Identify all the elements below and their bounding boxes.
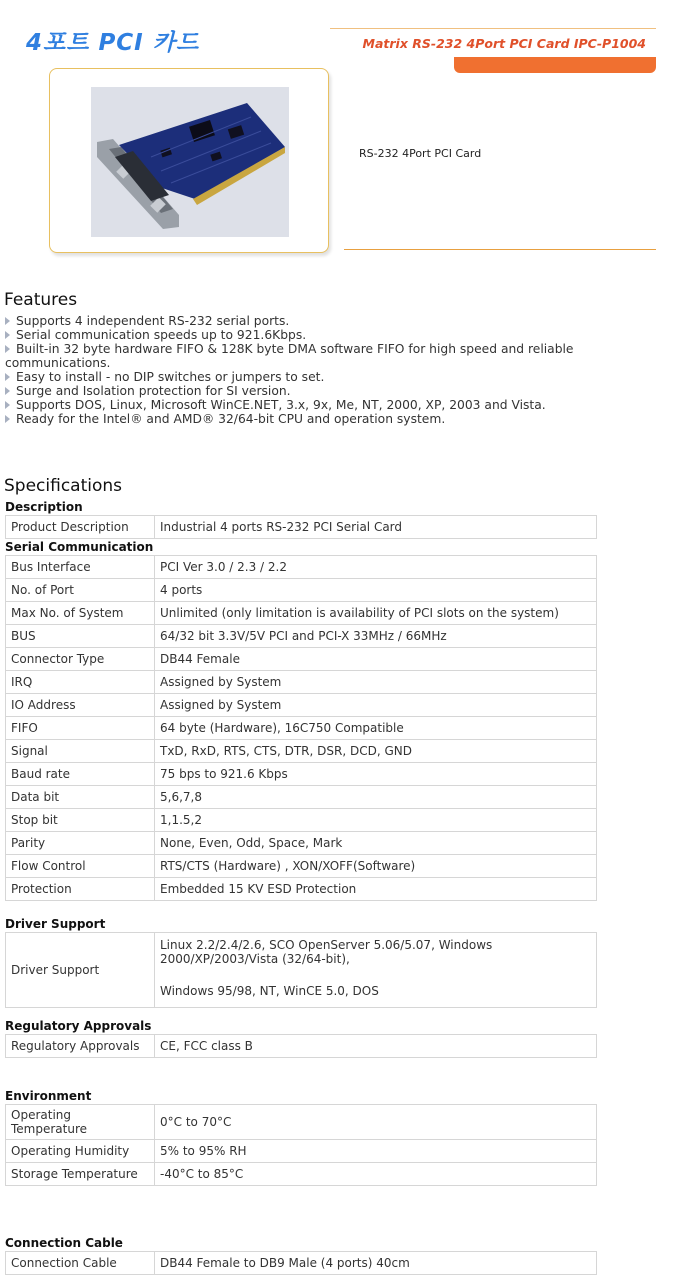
driver-support-line: Linux 2.2/2.4/2.6, SCO OpenServer 5.06/5.07, Windows 2000/XP/2003/Vista (32/64-bit), [160, 938, 493, 966]
spec-key: Signal [6, 740, 155, 763]
table-row [6, 1163, 597, 1186]
spec-value: Assigned by System [155, 671, 597, 694]
table-row [6, 717, 597, 740]
table-row [6, 1105, 597, 1140]
spec-key: Connection Cable [6, 1252, 155, 1275]
description-table [5, 515, 597, 539]
arrow-bullet-icon [5, 401, 10, 409]
arrow-bullet-icon [5, 331, 10, 339]
spec-key: Storage Temperature [6, 1163, 155, 1186]
spec-value: 75 bps to 921.6 Kbps [155, 763, 597, 786]
regulatory-approvals-heading: Regulatory Approvals [5, 1019, 152, 1033]
feature-item: Surge and Isolation protection for SI version. [5, 384, 605, 398]
arrow-bullet-icon [5, 317, 10, 325]
spec-key: Operating Temperature [6, 1105, 155, 1140]
spec-key: Product Description [6, 516, 155, 539]
table-row [6, 671, 597, 694]
divider [344, 249, 656, 250]
product-photo [91, 87, 289, 237]
spec-key: Regulatory Approvals [6, 1035, 155, 1058]
driver-support-line: Windows 95/98, NT, WinCE 5.0, DOS [160, 984, 379, 998]
spec-value: Unlimited (only limitation is availability of PCI slots on the system) [155, 602, 597, 625]
environment-table [5, 1104, 597, 1186]
spec-key: Connector Type [6, 648, 155, 671]
serial-communication-heading: Serial Communication [5, 540, 154, 554]
spec-key: Driver Support [6, 933, 155, 1008]
spec-key: Flow Control [6, 855, 155, 878]
product-short-description: RS-232 4Port PCI Card [359, 147, 482, 160]
spec-key: IO Address [6, 694, 155, 717]
table-row [6, 786, 597, 809]
spec-key: Max No. of System [6, 602, 155, 625]
feature-item: Serial communication speeds up to 921.6Kbps. [5, 328, 605, 342]
pci-card-image [91, 87, 289, 237]
spec-key: Bus Interface [6, 556, 155, 579]
arrow-bullet-icon [5, 373, 10, 381]
table-row [6, 809, 597, 832]
spec-key: Operating Humidity [6, 1140, 155, 1163]
regulatory-approvals-table [5, 1034, 597, 1058]
features-heading: Features [4, 290, 78, 310]
spec-value: CE, FCC class B [155, 1035, 597, 1058]
spec-key: BUS [6, 625, 155, 648]
spec-key: No. of Port [6, 579, 155, 602]
product-photo-frame [49, 68, 329, 253]
product-title: Matrix RS-232 4Port PCI Card IPC-P1004 [362, 36, 646, 51]
spec-value: DB44 Female [155, 648, 597, 671]
table-row [6, 740, 597, 763]
orange-accent-bar [454, 57, 656, 73]
table-row [6, 556, 597, 579]
spec-key: IRQ [6, 671, 155, 694]
table-row [6, 579, 597, 602]
spec-value: 64/32 bit 3.3V/5V PCI and PCI-X 33MHz / 66MHz [155, 625, 597, 648]
spec-value: Assigned by System [155, 694, 597, 717]
spec-key: FIFO [6, 717, 155, 740]
table-row [6, 878, 597, 901]
spec-value: 0°C to 70°C [155, 1105, 597, 1140]
table-row [6, 855, 597, 878]
spec-value: 64 byte (Hardware), 16C750 Compatible [155, 717, 597, 740]
feature-item: Built-in 32 byte hardware FIFO & 128K byte DMA software FIFO for high speed and reliable communications. [5, 342, 574, 370]
arrow-bullet-icon [5, 345, 10, 353]
driver-support-table [5, 932, 597, 1008]
spec-value: 1,1.5,2 [155, 809, 597, 832]
table-row [6, 648, 597, 671]
spec-key: Parity [6, 832, 155, 855]
spec-value: RTS/CTS (Hardware) , XON/XOFF(Software) [155, 855, 597, 878]
feature-item: Supports 4 independent RS-232 serial ports. [5, 314, 605, 328]
feature-item: Supports DOS, Linux, Microsoft WinCE.NET, 3.x, 9x, Me, NT, 2000, XP, 2003 and Vista. [5, 398, 605, 412]
spec-value: Industrial 4 ports RS-232 PCI Serial Card [155, 516, 597, 539]
feature-item: Easy to install - no DIP switches or jumpers to set. [5, 370, 605, 384]
table-row [6, 832, 597, 855]
connection-cable-table [5, 1251, 597, 1275]
spec-value: PCI Ver 3.0 / 2.3 / 2.2 [155, 556, 597, 579]
table-row [6, 1035, 597, 1058]
spec-value: TxD, RxD, RTS, CTS, DTR, DSR, DCD, GND [155, 740, 597, 763]
arrow-bullet-icon [5, 415, 10, 423]
product-title-box [330, 28, 656, 73]
specifications-heading: Specifications [4, 476, 123, 496]
features-list [5, 314, 605, 426]
table-row [6, 1252, 597, 1275]
description-heading: Description [5, 500, 83, 514]
spec-value: None, Even, Odd, Space, Mark [155, 832, 597, 855]
spec-value: Embedded 15 KV ESD Protection [155, 878, 597, 901]
table-row [6, 763, 597, 786]
table-row [6, 602, 597, 625]
driver-support-heading: Driver Support [5, 917, 106, 931]
spec-value: 4 ports [155, 579, 597, 602]
spec-key: Baud rate [6, 763, 155, 786]
table-row [6, 625, 597, 648]
spec-key: Protection [6, 878, 155, 901]
spec-key: Data bit [6, 786, 155, 809]
table-row [6, 1140, 597, 1163]
spec-value [155, 933, 597, 1008]
arrow-bullet-icon [5, 387, 10, 395]
table-row [6, 694, 597, 717]
environment-heading: Environment [5, 1089, 92, 1103]
table-row [6, 516, 597, 539]
connection-cable-heading: Connection Cable [5, 1236, 123, 1250]
spec-key: Stop bit [6, 809, 155, 832]
serial-communication-table [5, 555, 597, 901]
spec-value: -40°C to 85°C [155, 1163, 597, 1186]
spec-value: DB44 Female to DB9 Male (4 ports) 40cm [155, 1252, 597, 1275]
feature-item: Ready for the Intel® and AMD® 32/64-bit CPU and operation system. [5, 412, 605, 426]
table-row [6, 933, 597, 1008]
page-title: 4포트 PCI 카드 [26, 30, 200, 56]
spec-value: 5,6,7,8 [155, 786, 597, 809]
spec-value: 5% to 95% RH [155, 1140, 597, 1163]
